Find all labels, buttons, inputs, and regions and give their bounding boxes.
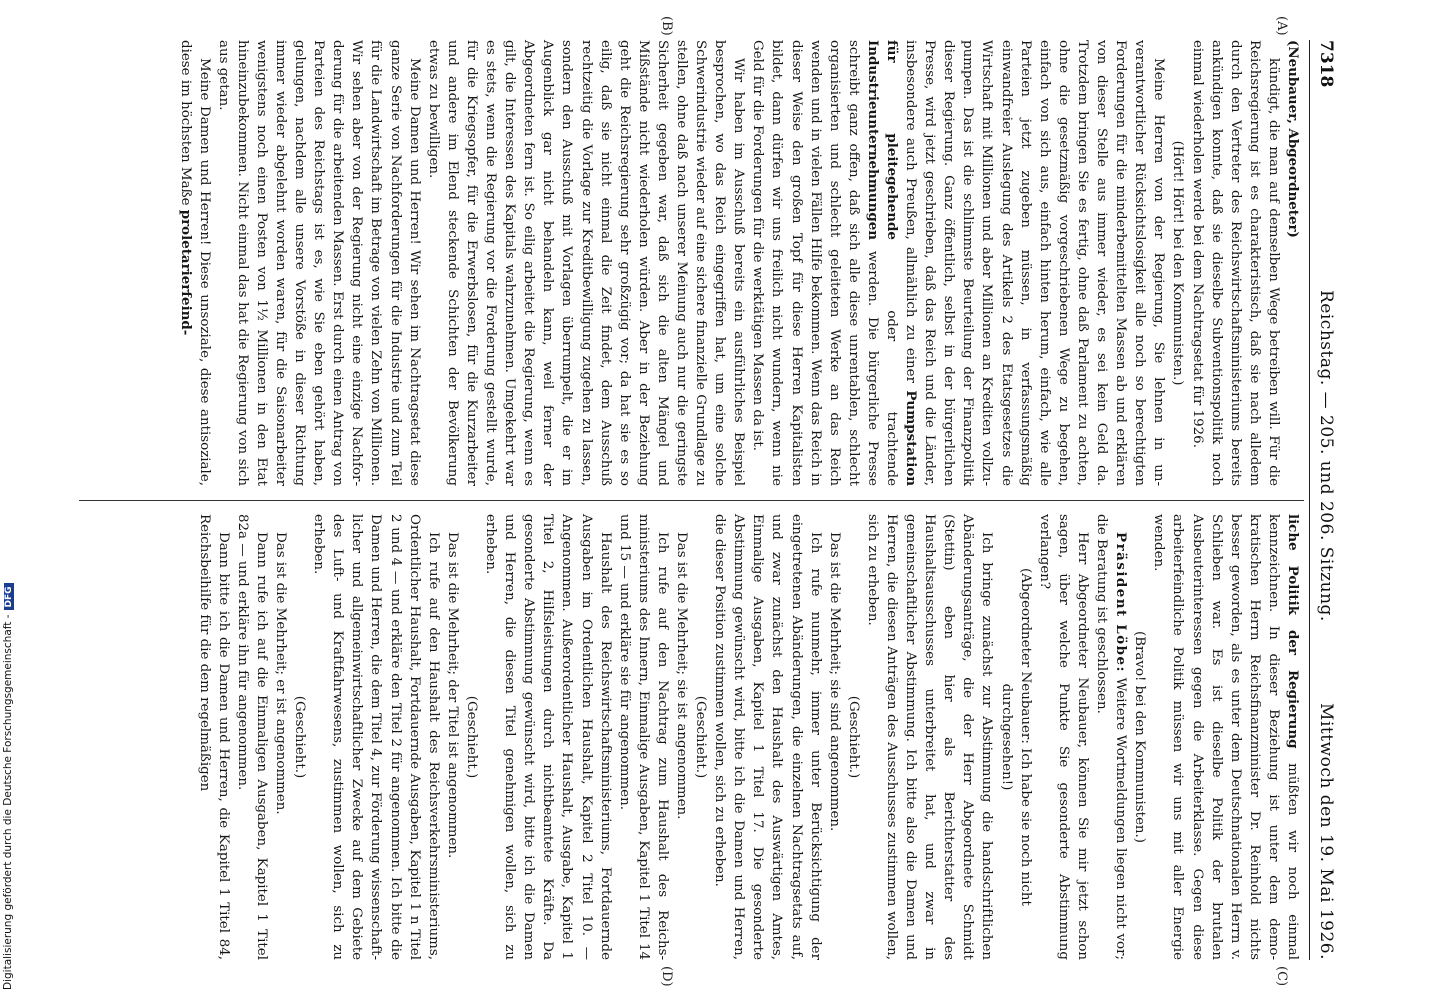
paragraph: Das ist die Mehrheit; der Titel ist angenommen. [444,532,460,859]
dfg-logo: DFG [4,583,14,610]
paragraph: Meine Damen und Herren! Wir sehen im Nachtragsetat diese ganze Serie von Nachforderungen für die Industrie und zum Teil für die Landwirtschaft im Betrage von vielen Zehn von Millionen. Wir sehen aber von der Regierung nicht eine einzige Nachforderung für die arbeitenden Massen. Erst durch einen Antrag von Parteien des Reichstags ist es, wie Sie eben gehört haben, gelungen, nachdem alle unsere Vorstöße in dieser Richtung immer wieder abgelehnt worden waren, für die Saisonarbeiter wenigstens noch einen Posten von 1½ Millionen in den Etat hineinzubekommen. Nicht einmal das hat die Regierung von sich aus getan. [215,40,422,486]
action-note: (Geschieht.) [463,695,479,779]
left-column [175,40,1302,486]
paragraph: Das ist die Mehrheit; er ist angenommen. [273,532,289,815]
page-number: 7318 [1316,40,1336,88]
margin-marker-d: (D) [659,966,674,987]
paragraph: liche Politik der Regierung müßten wir noch einmal kennzeichnen. In dieser Beziehung ist unter dem demokratischen Herrn Reichsfinanzminister Dr. Reinhold nichts besser geworden, als es unter dem Deutschnationalen Herrn v. Schlieben war. Es ist dieselbe Politik der brutalen Ausbeuterinteressen gegen die Arbeiterklasse. Gegen diese arbeiterfeindliche Politik müssen wir uns mit aller Energie wenden. [1151,514,1301,960]
speaker-line: (Neubauer, Abgeordneter) [1285,40,1301,238]
margin-marker-a: (A) [1274,16,1289,36]
paragraph: Ich rufe auf den Nachtrag zum Haushalt des Reichsministeriums des Innern, Einmalige Ausgaben, Kapitel 1 Titel 14 und 15 — und erkläre sie für angenommen. [616,514,670,960]
paragraph: Das ist die Mehrheit; sie ist angenommen. [674,532,689,820]
action-note: (Geschieht.) [292,695,308,779]
column-divider [79,500,1304,501]
paragraph: kündigt, die man auf demselben Wege betreiben will. Für die Reichsregierung ist es charakteristisch, daß sie nach alledem durch den Vertreter des Reichswirtschaftsministeriums bereits ankündigen konnte, daß sie dieselbe Subventionspolitik noch einmal wiederholen werde bei dem Nachtragsetat für 1926. [1189,40,1281,486]
running-header [1310,40,1336,960]
paragraph: Dann bitte ich die Damen und Herren, die Kapitel 1 Titel 84, Reichsbeihilfe für die dem regelmäßigen [196,514,231,960]
margin-marker-c: (C) [1274,966,1289,987]
margin-marker-b: (B) [659,16,674,36]
running-date: Mittwoch den 19. Mai 1926. [1316,703,1336,960]
bold-phrase: Pumpstation für pleitegehende [884,40,920,486]
right-column [195,514,1302,960]
paragraph: Ich rufe nunmehr, immer unter Berücksichtigung der eingetretenen Abänderungen, die einzelnen Nachtragsetats auf, und zwar zunächst den Haushalt des Auswärtigen Amtes, Einmalige Ausgaben, Kapitel 1 Titel 17. Die gesonderte Abstimmung gewünscht wird, bitte ich die Damen und Herren, die dieser Position zustimmen wollen, sich zu erheben. [712,514,823,960]
interjection: (Bravo! bei den Kommunisten.) [1132,630,1148,844]
header-rule [1309,40,1310,960]
paragraph: Ich rufe auf den Haushalt des Reichsverkehrsministeriums, Ordentlicher Haushalt, Fortdauernde Ausgaben, Kapitel 1 n Titel 2 und 4 — und erkläre den Titel 2 für angenommen. Ich bitte die Damen und Herren, die dem Titel 4, zur Förderung wissenschaftlicher und allgemeinwirtschaftlicher Zwecke auf dem Gebiete des Luft- und Kraftfahrwesens, zustimmen wollen, sich zu erheben. [311,514,441,960]
paragraph: Meine Damen und Herren! Diese unsoziale, diese antisoziale, diese im höchsten Maße proletarierfeind- [177,40,212,486]
action-note: (Geschieht.) [693,695,709,779]
paragraph: Wir haben im Ausschuß bereits ein ausführliches Beispiel besprochen, wo das Reich eingegriffen hat, um eine solche Schwerindustrie wieder auf eine sichere finanzielle Grundlage zu stellen, ohne daß nach unserer Meinung auch nur die geringste Sicherheit gegeben war, daß sich die alten Mängel und Mißstände nicht wiederholen würden. Aber in der Beziehung geht die Reichsregierung sehr großzügig vor; da hat sie es so eilig, daß sie nicht einmal die Zeit findet, dem Ausschuß rechtzeitig die Vorlage zur Kreditbewilligung zugehen zu lassen, sondern den Ausschuß mit Vorlagen überrumpelt, die er im Augenblick gar nicht behandeln kann, weil ferner der Abgeordneten fern ist. So eilig arbeitet die Regierung, wenn es gilt, die Interessen des Kapitals wahrzunehmen. Umgekehrt war es stets, wenn die Regierung vor die Forderung gestellt wurde, für die Kriegsopfer, für die Erwerbslosen, für die Kurzarbeiter und andere im Elend steckende Schichten der Bevölkerung etwas zu bewilligen. [425,40,747,486]
bold-phrase: liche Politik der Regierung [1285,514,1301,749]
interjection: (Abgeordneter Neubauer: Ich habe sie noch nicht durchgesehen!) [998,568,1033,906]
action-note: (Geschieht.) [845,695,861,779]
paragraph: Dann rufe ich auf die Einmaligen Ausgaben, Kapitel 1 Titel 82a — und erkläre ihn für angenommen. [234,514,269,960]
credit-text: Digitalisierung gefördert durch die Deutsche Forschungsgemeinschaft - [2,614,14,990]
paragraph: Meine Herren von der Regierung, Sie lehnen in unverantwortlicher Rücksichtslosigkeit alle noch so berechtigten Forderungen für die minderbemittelten Massen ab und erklären von dieser Stelle aus immer wieder, es sei kein Geld da. Trotzdem bringen Sie es fertig, ohne daß Parlament zu achten, ohne die gesetzmäßig vorgeschriebenen Wege zu begehen, einfach von sich aus, einfach hinten herum, einfach, wie alle Parteien jetzt zugeben müssen, in verfassungsmäßig einwandfreier Auslegung des Artikels 2 des Etatsgesetzes die Wirtschaft mit Millionen und aber Millionen an Krediten vollzupumpen. Das ist die schlimmste Beurteilung der Finanzpolitik dieser Regierung. Ganz öffentlich, selbst in der bürgerlichen Presse, wird jetzt geschrieben, daß das Reich und die Länder, insbesondere auch Preußen, allmählich zu einer Pumpstation für pleitegehende oder trachtende Industrieunternehmungen werden. Die bürgerliche Presse schreibt ganz offen, daß sich alle diese unrentablen, schlecht organisierten und schlecht geleiteten Werke an das Reich wenden und in vielen Fällen Hilfe bekommen. Wenn das Reich in dieser Weise den großen Topf für diese Herren Kapitalisten bildet, dann dürfen wir uns freilich nicht wundern, wenn nie Geld für die Forderungen für die werktätigen Massen da ist. [750,40,1167,486]
paragraph: Präsident Löbe: Weitere Wortmeldungen liegen nicht vor; die Beratung ist geschlossen. [1094,514,1130,960]
paragraph: Haushalt des Reichswirtschaftsministeriums, Fortdauernde Ausgaben im Ordentlichen Haushalt, Kapitel 2 Titel 10. — Angenommen. Außerordentlicher Haushalt, Ausgabe, Kapitel 1 Titel 2, Hilfsleistungen durch nichtbeamtete Kräfte. Da gesonderte Abstimmung gewünscht wird, bitte ich die Damen und Herren, die diesen Titel genehmigen wollen, sich zu erheben. [483,514,613,960]
running-title: Reichstag. — 205. und 206. Sitzung. [1316,290,1336,622]
speaker-name: Präsident Löbe: [1113,532,1130,673]
paragraph: Das ist die Mehrheit; sie sind angenommen. [826,532,842,832]
paragraph: Ich bringe zunächst zur Abstimmung die handschriftlichen Abänderungsanträge, die der Herr Abgeordnete Schmidt (Stettin) eben hier als Berichterstatter des Haushaltsausschusses unterbreitet hat, und zwar in gemeinschaftlicher Abstimmung. Ich bitte also die Damen und Herren, die diesen Anträgen des Ausschusses zustimmen wollen, sich zu erheben. [864,514,995,960]
digitization-credit [2,0,18,990]
bold-phrase: proletarierfeind- [177,209,194,336]
bold-phrase: Industrieunternehmungen [864,40,881,240]
paragraph: Herr Abgeordneter Neubauer, können Sie mir jetzt schon sagen, über welche Punkte Sie gesonderte Abstimmung verlangen? [1036,514,1090,960]
interjection: (Hört! Hört! bei den Kommunisten.) [1170,140,1186,386]
